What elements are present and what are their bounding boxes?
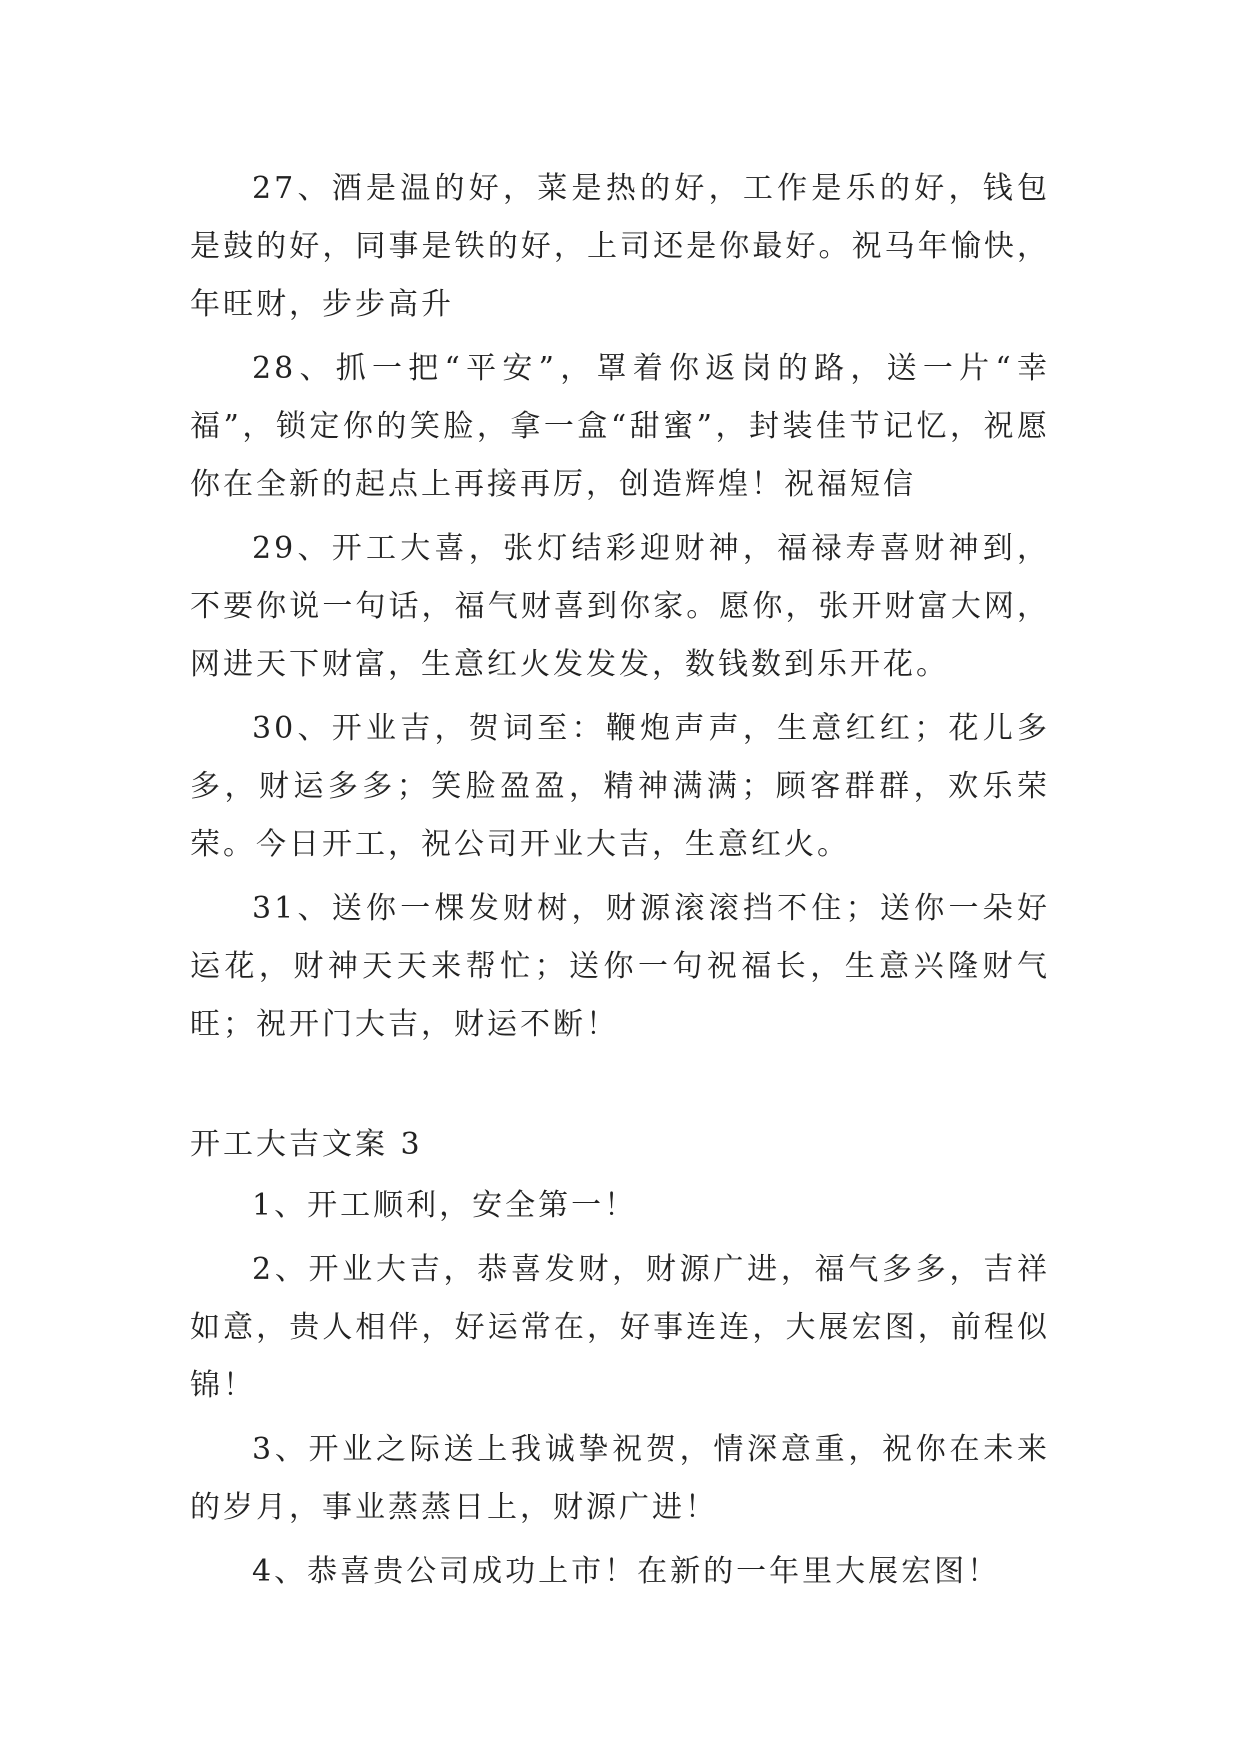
- wish-paragraph-29: 29、开工大喜，张灯结彩迎财神，福禄寿喜财神到，不要你说一句话，福气财喜到你家。愿你，张开财富大网，网进天下财富，生意红火发发发，数钱数到乐开花。: [190, 531, 1050, 682]
- document-body: [190, 160, 1050, 1607]
- wish-paragraph-27: 27、酒是温的好，菜是热的好，工作是乐的好，钱包是鼓的好，同事是铁的好，上司还是你最好。祝马年愉快，年旺财，步步高升: [190, 171, 1050, 322]
- wishes-list-part-2: [190, 1177, 1050, 1601]
- wish-paragraph-4: 4、恭喜贵公司成功上市！在新的一年里大展宏图！: [252, 1554, 1001, 1589]
- wish-paragraph-30: 30、开业吉，贺词至：鞭炮声声，生意红红；花儿多多，财运多多；笑脸盈盈，精神满满；顾客群群，欢乐荣荣。今日开工，祝公司开业大吉，生意红火。: [190, 711, 1050, 862]
- wish-paragraph-31: 31、送你一棵发财树，财源滚滚挡不住；送你一朵好运花，财神天天来帮忙；送你一句祝福长，生意兴隆财气旺；祝开门大吉，财运不断！: [190, 891, 1050, 1042]
- wishes-list-part-1: [190, 160, 1050, 1054]
- wish-paragraph-1: 1、开工顺利，安全第一！: [252, 1188, 638, 1223]
- section-heading: 开工大吉文案 3: [190, 1127, 423, 1162]
- wish-paragraph-28: 28、抓一把“平安”，罩着你返岗的路，送一片“幸福”，锁定你的笑脸，拿一盒“甜蜜”，封装佳节记忆，祝愿你在全新的起点上再接再厉，创造辉煌！祝福短信: [190, 351, 1050, 502]
- wish-paragraph-3: 3、开业之际送上我诚挚祝贺，情深意重，祝你在未来的岁月，事业蒸蒸日上，财源广进！: [190, 1432, 1050, 1525]
- wish-paragraph-2: 2、开业大吉，恭喜发财，财源广进，福气多多，吉祥如意，贵人相伴，好运常在，好事连连，大展宏图，前程似锦！: [190, 1252, 1050, 1403]
